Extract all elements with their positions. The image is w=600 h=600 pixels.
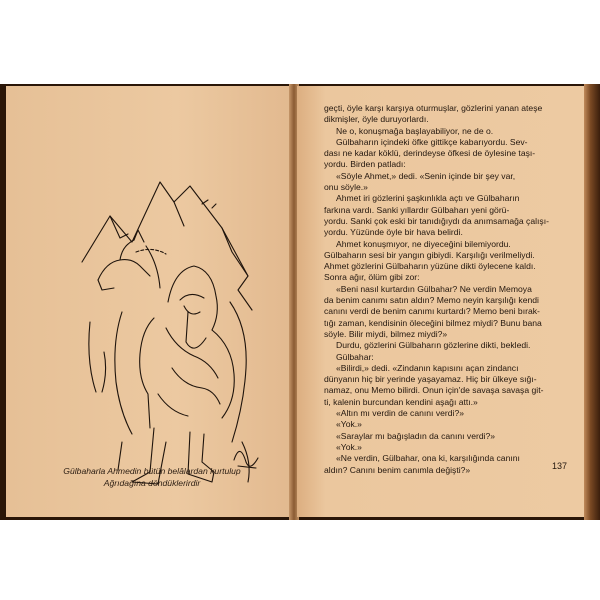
- text-line: dünyanın hiç bir yerinde yaşayamaz. Hiç bir ülkeye sığı-: [324, 374, 537, 385]
- text-line: dası ne kadar köklü, derindeyse öfkesi de öylesine taşı-: [324, 148, 536, 159]
- text-line: «Bilirdi,» dedi. «Zindanın kapısını açan zindancı: [336, 362, 519, 373]
- text-line: onu söyle.»: [324, 182, 368, 193]
- page-number: 137: [551, 461, 567, 471]
- text-line: söyle. Bilir miydi, bilmez miydi?»: [324, 328, 448, 339]
- text-line: aldın? Canını benim canımla değişti?»: [324, 464, 471, 475]
- text-line: Ne o, konuşmağa başlayabiliyor, ne de o.: [336, 125, 494, 136]
- text-line: dikmişler, öyle duruyorlardı.: [324, 114, 429, 125]
- page-edge: [584, 84, 600, 520]
- text-line: Gülbaharın sesi bir yangın gibiydi. Karşılığı verilmeliydi.: [324, 249, 535, 260]
- text-line: tığı zaman, kendisinin öleceğini bilmez miydi? Bunu bana: [324, 317, 542, 328]
- body-text: [324, 103, 564, 476]
- illustration: [62, 142, 266, 510]
- text-line: farkına vardı. Sanki yıllardır Gülbaharı yeni görü-: [324, 204, 510, 215]
- text-line: «Yok.»: [336, 419, 362, 430]
- illustration-caption: [14, 465, 290, 489]
- text-line: Ahmet iri gözlerini şaşkınlıkla açtı ve Gülbaharın: [336, 193, 520, 204]
- text-line: yordu. Yüzünde öyle bir hava belirdi.: [324, 227, 463, 238]
- text-line: Gülbahar:: [336, 351, 374, 362]
- text-line: «Söyle Ahmet,» dedi. «Senin içinde bir şey var,: [336, 170, 516, 181]
- left-page: [6, 86, 292, 517]
- text-line: Ahmet konuşmıyor, ne diyeceğini bilemiyordu.: [336, 238, 511, 249]
- text-line: yordu. Sanki çok eski bir tanıdığıydı da anımsamağa çalışı-: [324, 215, 549, 226]
- text-line: yordu. Birden patladı:: [324, 159, 406, 170]
- text-line: Sonra ağır, ölüm gibi zor:: [324, 272, 420, 283]
- text-line: canını verdi de benim canımı kurtardı? Memo beni bırak-: [324, 306, 540, 317]
- text-line: Gülbaharın içindeki öfke gittikçe kabarıyordu. Sev-: [336, 136, 528, 147]
- text-line: Ahmet gözlerini Gülbaharın yüzüne dikti öylecene kaldı.: [324, 261, 536, 272]
- text-line: da benim canımı satın aldın? Memo neyin karşılığı kendi: [324, 295, 539, 306]
- caption-line: Gülbaharla Ahmedin bütün belâlardan kurtulup: [63, 466, 241, 476]
- right-page: [297, 86, 584, 517]
- text-line: ti, kalenin burcundan kendini aşağı attı.»: [324, 396, 478, 407]
- caption-line: Ağrıdağına döndüklerirdir: [103, 478, 201, 488]
- text-line: «Saraylar mı bağışladın da canını verdi?»: [336, 430, 496, 441]
- text-line: «Beni nasıl kurtardın Gülbahar? Ne verdin Memoya: [336, 283, 532, 294]
- text-line: geçti, öyle karşı karşıya oturmuşlar, gözlerini yanan ateşe: [324, 103, 543, 113]
- text-line: Durdu, gözlerini Gülbaharın gözlerine dikti, bekledi.: [336, 340, 531, 351]
- text-line: namaz, onu Memo bilirdi. Onun için'de savaşa savaşa git-: [324, 385, 544, 396]
- text-line: «Ne verdin, Gülbahar, ona ki, karşılığında canını: [336, 453, 520, 464]
- text-line: «Yok.»: [336, 441, 362, 452]
- text-line: «Altın mı verdin de canını verdi?»: [336, 408, 465, 419]
- open-book: [0, 84, 600, 520]
